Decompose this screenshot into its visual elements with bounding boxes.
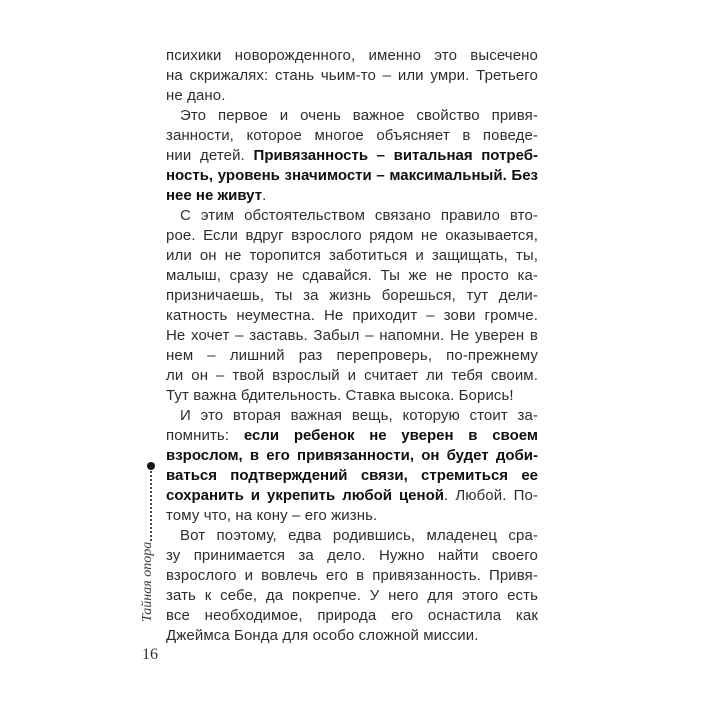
text-run: взрослого и вовлечь его в привязанность. Привя- xyxy=(166,567,538,584)
text-run: не дано. xyxy=(166,87,226,104)
text-line xyxy=(166,546,538,566)
body-text xyxy=(166,46,538,646)
text-run: Не хочет – заставь. Забыл – напомни. Не уверен в xyxy=(166,327,538,344)
text-run: нии детей. xyxy=(166,147,254,164)
text-line xyxy=(166,466,538,486)
text-line xyxy=(166,526,538,546)
bold-text-run: если ребенок не уверен в своем xyxy=(243,427,538,444)
dotted-leader xyxy=(150,471,152,541)
text-line xyxy=(166,246,538,266)
text-run: тому что, на кону – его жизнь. xyxy=(166,507,378,524)
text-run: зу принимается за дело. Нужно найти своего xyxy=(166,547,538,564)
text-line xyxy=(166,186,538,206)
bullet-marker xyxy=(147,462,155,470)
text-line xyxy=(166,606,538,626)
text-line xyxy=(166,366,538,386)
text-line xyxy=(166,446,538,466)
text-line xyxy=(166,66,538,86)
text-run: нем – лишний раз перепроверь, по-прежнему xyxy=(166,347,538,364)
text-line xyxy=(166,326,538,346)
text-run: призничаешь, ты за жизнь борешься, тут дели- xyxy=(166,287,538,304)
text-run: на скрижалях: стань чьим-то – или умри. Третьего xyxy=(166,67,538,84)
text-line xyxy=(166,266,538,286)
text-line xyxy=(166,106,538,126)
chapter-title-vertical: Тайная опора xyxy=(140,541,155,622)
bold-text-run: ность, уровень значимости – максимальный. Без xyxy=(166,167,538,184)
text-line xyxy=(166,46,538,66)
bold-text-run: нее не живут xyxy=(166,187,263,204)
text-run: С этим обстоятельством связано правило вто- xyxy=(180,207,538,224)
bold-text-run: ваться подтверждений связи, стремиться ее xyxy=(166,467,538,484)
text-run: или он не торопится заботиться и защищать, ты, xyxy=(166,247,538,264)
text-line xyxy=(166,406,538,426)
text-line xyxy=(166,86,538,106)
chapter-sidebar xyxy=(138,462,158,622)
text-line xyxy=(166,586,538,606)
text-line xyxy=(166,306,538,326)
text-run: Джеймса Бонда для особо сложной миссии. xyxy=(166,627,479,644)
text-run: Вот поэтому, едва родившись, младенец сра- xyxy=(180,527,538,544)
bold-text-run: сохранить и укрепить любой ценой xyxy=(166,487,444,504)
text-line xyxy=(166,506,538,526)
text-line xyxy=(166,566,538,586)
text-run: Тут важна бдительность. Ставка высока. Борись! xyxy=(166,387,514,404)
text-run: помнить: xyxy=(166,427,244,444)
text-run: психики новорожденного, именно это высечено xyxy=(166,47,538,64)
text-run: все необходимое, природа его оснастила как xyxy=(166,607,538,624)
text-line xyxy=(166,346,538,366)
text-run: рое. Если вдруг взрослого рядом не оказывается, xyxy=(166,227,538,244)
text-line xyxy=(166,126,538,146)
text-run: ли он – твой взрослый и считает ли тебя своим. xyxy=(166,367,538,384)
text-run: . xyxy=(262,187,267,204)
text-line xyxy=(166,226,538,246)
text-line xyxy=(166,486,538,506)
text-line xyxy=(166,386,538,406)
text-line xyxy=(166,286,538,306)
text-run: занности, которое многое объясняет в поведе- xyxy=(166,127,538,144)
text-run: катность неуместна. Не приходит – зови громче. xyxy=(166,307,538,324)
text-line xyxy=(166,146,538,166)
sidebar-rotated-strip xyxy=(138,462,158,622)
text-run: зать к себе, да покрепче. У него для этого есть xyxy=(166,587,538,604)
text-run: малыш, сразу не сдавайся. Ты же не просто ка- xyxy=(166,267,538,284)
text-line xyxy=(166,426,538,446)
text-line xyxy=(166,626,538,646)
text-run: Это первое и очень важное свойство привя- xyxy=(180,107,538,124)
text-line xyxy=(166,166,538,186)
text-run: . Любой. По- xyxy=(443,487,538,504)
text-line xyxy=(166,206,538,226)
text-run: И это вторая важная вещь, которую стоит за- xyxy=(180,407,538,424)
page-number: 16 xyxy=(142,646,158,663)
bold-text-run: взрослом, в его привязанности, он будет доби- xyxy=(166,447,538,464)
bold-text-run: Привязанность – витальная потреб- xyxy=(253,147,538,164)
